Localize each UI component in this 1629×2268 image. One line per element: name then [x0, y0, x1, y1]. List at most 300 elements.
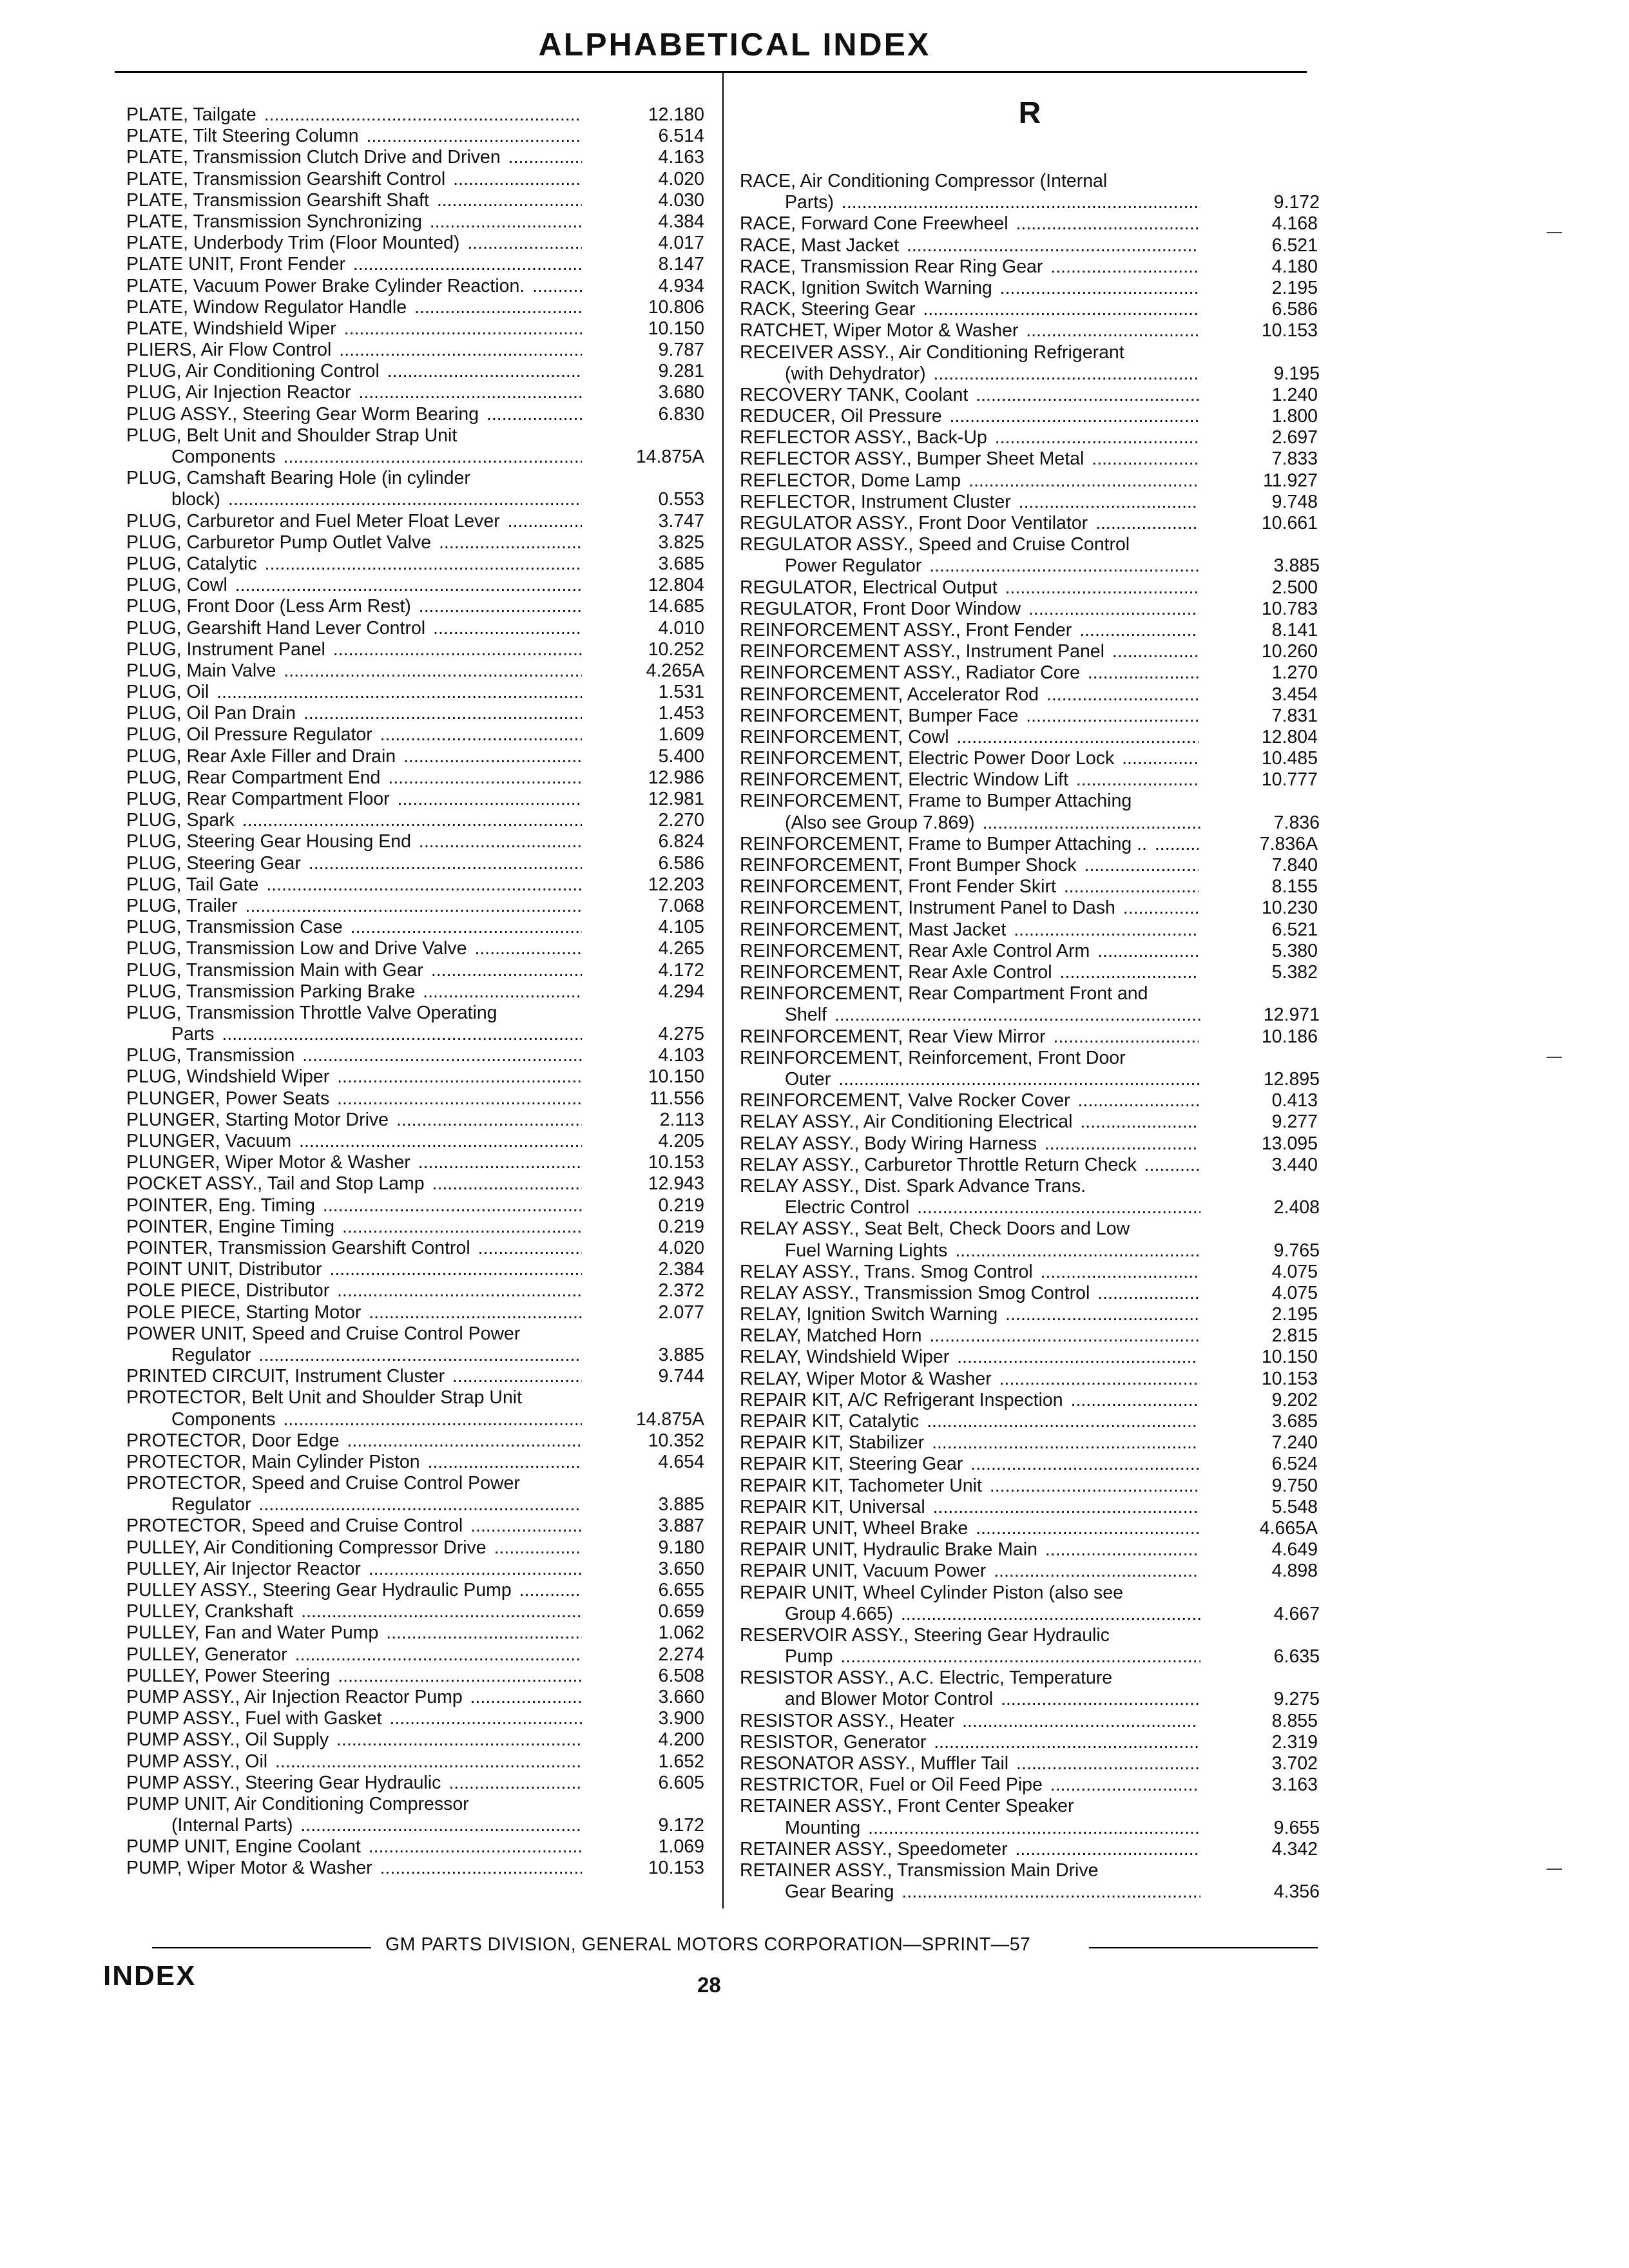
entry-label: PLUG, Air Injection Reactor: [126, 382, 354, 403]
index-entry: [740, 1218, 1320, 1261]
entry-page-number: 9.787: [658, 340, 704, 361]
entry-page-number: 10.806: [648, 296, 704, 318]
index-entry: [126, 297, 704, 318]
entry-page-number: 10.661: [1261, 513, 1318, 534]
entry-label: REPAIR KIT, Stabilizer: [740, 1432, 927, 1453]
entry-page-number: 7.836A: [1259, 833, 1318, 854]
entry-label: RATCHET, Wiper Motor & Washer: [740, 320, 1021, 341]
entry-label: REINFORCEMENT, Frame to Bumper Attaching ..: [740, 834, 1150, 854]
entry-page-number: 9.277: [1271, 1111, 1318, 1133]
entry-label: PLUG, Transmission Throttle Valve Operating: [126, 1002, 497, 1023]
section-label: INDEX: [103, 1960, 197, 1992]
footer-rule-left: [152, 1947, 371, 1948]
index-entry: [740, 256, 1320, 278]
index-entry: [740, 962, 1320, 983]
index-entry: [740, 1111, 1320, 1133]
index-entry: [126, 1088, 704, 1110]
index-entry: [740, 213, 1320, 235]
entry-label: RELAY, Wiper Motor & Washer: [740, 1369, 994, 1389]
index-entry: [740, 727, 1320, 748]
index-entry: [740, 1497, 1320, 1518]
index-entry: [126, 1580, 704, 1601]
entry-page-number: 6.521: [1271, 919, 1318, 940]
entry-label-continuation: Components: [171, 447, 278, 467]
entry-page-number: 4.103: [658, 1045, 704, 1066]
entry-label: REPAIR KIT, Tachometer Unit: [740, 1475, 985, 1496]
index-entry: [126, 618, 704, 639]
index-entry: [126, 1773, 704, 1794]
entry-page-number: 7.068: [658, 895, 704, 916]
entry-page-number: 9.744: [658, 1366, 704, 1387]
entry-label: PLUG, Tail Gate: [126, 874, 261, 895]
entry-label-continuation: Parts: [171, 1024, 217, 1044]
entry-page-number: 2.372: [658, 1280, 704, 1302]
entry-label: PLUG, Transmission Low and Drive Valve: [126, 938, 470, 959]
entry-page-number: 2.274: [658, 1644, 704, 1665]
entry-label: REINFORCEMENT, Mast Jacket: [740, 919, 1008, 940]
entry-label: PLUG, Camshaft Bearing Hole (in cylinder: [126, 468, 470, 489]
entry-label: RELAY ASSY., Air Conditioning Electrical: [740, 1111, 1075, 1132]
entry-page-number: 4.265: [658, 938, 704, 959]
entry-label: PLUG, Cowl: [126, 575, 230, 595]
entry-page-number: 9.172: [658, 1815, 704, 1836]
entry-label: PLUG, Oil: [126, 682, 211, 702]
entry-label: REINFORCEMENT, Electric Power Door Lock: [740, 748, 1117, 769]
index-entry: [740, 1582, 1320, 1625]
entry-label: PLUG, Belt Unit and Shoulder Strap Unit: [126, 425, 458, 446]
entry-label: RESTRICTOR, Fuel or Oil Feed Pipe: [740, 1774, 1045, 1795]
index-entry: [126, 1238, 704, 1259]
margin-mark: [1547, 232, 1562, 233]
entry-label: REGULATOR ASSY., Speed and Cruise Control: [740, 534, 1130, 555]
entry-page-number: 10.150: [648, 318, 704, 339]
entry-label: PLATE UNIT, Front Fender: [126, 254, 348, 274]
entry-page-number: 4.667: [1273, 1603, 1320, 1624]
entry-label: RELAY ASSY., Body Wiring Harness: [740, 1133, 1039, 1154]
entry-label: PLUNGER, Starting Motor Drive: [126, 1110, 391, 1130]
entry-page-number: 4.200: [658, 1729, 704, 1751]
entry-label: PROTECTOR, Belt Unit and Shoulder Strap Unit: [126, 1387, 523, 1408]
entry-label: REPAIR UNIT, Hydraulic Brake Main: [740, 1539, 1040, 1560]
entry-label: PLATE, Windshield Wiper: [126, 318, 339, 339]
entry-label: REINFORCEMENT, Rear Axle Control: [740, 962, 1055, 983]
entry-page-number: 5.548: [1271, 1496, 1318, 1517]
entry-page-number: 8.855: [1271, 1710, 1318, 1731]
entry-label: PULLEY, Air Injector Reactor: [126, 1559, 363, 1579]
entry-label: POCKET ASSY., Tail and Stop Lamp: [126, 1173, 427, 1194]
index-entry: [126, 874, 704, 896]
index-entry: [740, 1475, 1320, 1497]
entry-label: POWER UNIT, Speed and Cruise Control Power: [126, 1323, 521, 1344]
entry-page-number: 2.697: [1271, 427, 1318, 448]
entry-page-number: 14.685: [648, 596, 704, 617]
entry-label: REINFORCEMENT, Rear Axle Control Arm: [740, 941, 1092, 961]
index-entry: [740, 1155, 1320, 1176]
entry-page-number: 4.075: [1271, 1282, 1318, 1303]
entry-page-number: 4.342: [1271, 1838, 1318, 1860]
entry-page-number: 6.830: [658, 403, 704, 425]
index-entry: [126, 810, 704, 831]
index-entry: [126, 211, 704, 233]
index-entry: [740, 1133, 1320, 1155]
entry-label: PUMP ASSY., Oil Supply: [126, 1729, 331, 1750]
entry-label: RELAY ASSY., Transmission Smog Control: [740, 1283, 1092, 1303]
entry-label: REPAIR KIT, Universal: [740, 1497, 928, 1517]
entry-page-number: 10.230: [1261, 898, 1318, 919]
entry-label: PLUG, Transmission Parking Brake: [126, 981, 418, 1002]
entry-label: REGULATOR, Electrical Output: [740, 577, 1000, 598]
entry-page-number: 3.650: [658, 1558, 704, 1579]
entry-page-number: 4.163: [658, 147, 704, 168]
entry-label-continuation: Components: [171, 1409, 278, 1430]
entry-label: RESONATOR ASSY., Muffler Tail: [740, 1753, 1011, 1774]
entry-page-number: 8.147: [658, 254, 704, 275]
entry-label: REINFORCEMENT, Cowl: [740, 727, 952, 747]
index-entry: [740, 791, 1320, 833]
entry-label: PLUG, Oil Pan Drain: [126, 703, 298, 724]
margin-mark: [1547, 1869, 1562, 1870]
entry-page-number: 4.654: [658, 1451, 704, 1472]
entry-label: POINTER, Eng. Timing: [126, 1195, 318, 1216]
index-entry: [126, 1110, 704, 1131]
entry-label: RELAY ASSY., Trans. Smog Control: [740, 1262, 1036, 1282]
index-entry: [740, 834, 1320, 855]
entry-label: RESERVOIR ASSY., Steering Gear Hydraulic: [740, 1624, 1110, 1646]
entry-label: PUMP ASSY., Air Injection Reactor Pump: [126, 1687, 465, 1707]
entry-page-number: 5.382: [1271, 962, 1318, 983]
entry-label: PULLEY, Generator: [126, 1644, 290, 1665]
right-index-column: [740, 171, 1320, 1903]
index-entry: [126, 831, 704, 852]
index-entry: [740, 706, 1320, 727]
index-entry: [126, 1537, 704, 1559]
entry-page-number: 2.384: [658, 1259, 704, 1280]
index-entry: [126, 896, 704, 917]
entry-label: REPAIR KIT, Catalytic: [740, 1411, 921, 1432]
entry-page-number: 11.927: [1262, 470, 1318, 491]
index-entry: [740, 448, 1320, 470]
index-entry: [740, 427, 1320, 448]
entry-page-number: 10.150: [648, 1066, 704, 1088]
entry-page-number: 9.180: [658, 1537, 704, 1558]
entry-page-number: 4.934: [658, 275, 704, 296]
entry-page-number: 4.020: [658, 1237, 704, 1258]
entry-page-number: 8.141: [1271, 619, 1318, 640]
entry-page-number: 9.281: [658, 361, 704, 382]
entry-page-number: 12.203: [648, 874, 704, 895]
entry-label: PLATE, Transmission Gearshift Control: [126, 169, 448, 189]
entry-label: PLUG, Transmission Main with Gear: [126, 960, 426, 981]
entry-label: PLATE, Transmission Gearshift Shaft: [126, 190, 432, 211]
index-entry: [126, 340, 704, 361]
entry-page-number: 6.521: [1271, 235, 1318, 256]
entry-label-continuation: Shelf: [785, 1004, 829, 1025]
entry-label: REPAIR UNIT, Wheel Cylinder Piston (also see: [740, 1582, 1124, 1603]
entry-label: PULLEY ASSY., Steering Gear Hydraulic Pump: [126, 1580, 514, 1600]
index-entry: [740, 1732, 1320, 1753]
entry-label-continuation: Outer: [785, 1069, 833, 1090]
index-entry: [740, 599, 1320, 620]
entry-label: POLE PIECE, Distributor: [126, 1280, 332, 1301]
entry-label: PLUG, Windshield Wiper: [126, 1066, 332, 1087]
index-entry: [126, 382, 704, 403]
index-entry: [740, 1539, 1320, 1561]
entry-page-number: 3.885: [658, 1344, 704, 1365]
entry-label: PROTECTOR, Door Edge: [126, 1430, 342, 1451]
entry-label: REINFORCEMENT, Instrument Panel to Dash: [740, 898, 1118, 918]
entry-label: PLATE, Transmission Clutch Drive and Driven: [126, 147, 503, 168]
index-entry: [740, 1304, 1320, 1325]
index-entry: [740, 1325, 1320, 1347]
entry-label: RELAY ASSY., Seat Belt, Check Doors and Low: [740, 1218, 1130, 1240]
index-entry: [740, 1774, 1320, 1796]
entry-label: REGULATOR, Front Door Window: [740, 599, 1023, 619]
entry-label: REINFORCEMENT, Bumper Face: [740, 706, 1021, 726]
entry-page-number: 1.270: [1271, 662, 1318, 684]
entry-page-number: 9.275: [1273, 1689, 1320, 1710]
index-entry: [740, 1860, 1320, 1903]
index-entry: [126, 596, 704, 617]
entry-label-continuation: Regulator: [171, 1494, 254, 1515]
entry-label-continuation: Parts): [785, 192, 836, 213]
entry-page-number: 3.685: [1271, 1411, 1318, 1432]
entry-page-number: 3.163: [1271, 1774, 1318, 1796]
entry-label: PLUG, Rear Compartment End: [126, 767, 383, 788]
entry-page-number: 10.783: [1261, 598, 1318, 619]
entry-page-number: 2.195: [1271, 1304, 1318, 1325]
entry-label: PLUG ASSY., Steering Gear Worm Bearing: [126, 404, 481, 425]
entry-label: PLUNGER, Power Seats: [126, 1088, 332, 1109]
entry-label-continuation: Power Regulator: [785, 555, 924, 576]
entry-label: PLUG, Gearshift Hand Lever Control: [126, 618, 428, 639]
index-entry: [126, 1666, 704, 1687]
index-entry: [126, 511, 704, 532]
entry-page-number: 4.898: [1271, 1561, 1318, 1582]
entry-page-number: 9.202: [1271, 1389, 1318, 1410]
entry-label: RETAINER ASSY., Speedometer: [740, 1839, 1010, 1860]
index-entry: [126, 1515, 704, 1537]
index-entry: [126, 1794, 704, 1836]
entry-label: PLUG, Transmission Case: [126, 917, 345, 937]
column-divider: [722, 72, 724, 1908]
entry-page-number: 1.800: [1271, 406, 1318, 427]
entry-page-number: 10.153: [1261, 320, 1318, 341]
entry-label: PUMP UNIT, Air Conditioning Compressor: [126, 1793, 469, 1814]
entry-label: POINT UNIT, Distributor: [126, 1259, 325, 1280]
index-entry: [126, 1387, 704, 1430]
entry-label: PLATE, Window Regulator Handle: [126, 297, 409, 318]
index-entry: [740, 1411, 1320, 1432]
entry-page-number: 3.747: [658, 510, 704, 532]
entry-label: RELAY, Matched Horn: [740, 1325, 925, 1346]
entry-label-continuation: (Internal Parts): [171, 1815, 295, 1836]
entry-label: REINFORCEMENT, Front Fender Skirt: [740, 876, 1059, 897]
entry-page-number: 6.655: [658, 1580, 704, 1601]
index-entry: [740, 1625, 1320, 1667]
entry-label: REINFORCEMENT, Rear View Mirror: [740, 1026, 1048, 1047]
entry-label: REINFORCEMENT ASSY., Instrument Panel: [740, 641, 1107, 662]
entry-page-number: 12.180: [648, 104, 704, 125]
index-entry: [740, 898, 1320, 919]
entry-page-number: 3.454: [1271, 684, 1318, 705]
entry-label: PLUG, Steering Gear Housing End: [126, 831, 414, 852]
index-entry: [740, 684, 1320, 706]
entry-label: PROTECTOR, Main Cylinder Piston: [126, 1452, 423, 1472]
index-entry: [126, 1622, 704, 1644]
entry-label: REFLECTOR ASSY., Back-Up: [740, 427, 990, 448]
entry-page-number: 4.180: [1271, 256, 1318, 277]
entry-page-number: 3.440: [1271, 1154, 1318, 1175]
index-entry: [126, 1259, 704, 1280]
index-entry: [126, 1687, 704, 1708]
entry-page-number: 11.556: [649, 1088, 704, 1109]
entry-label-continuation: (Also see Group 7.869): [785, 812, 978, 833]
entry-label: PROTECTOR, Speed and Cruise Control Power: [126, 1473, 520, 1494]
index-entry: [126, 853, 704, 874]
index-entry: [126, 1323, 704, 1366]
entry-page-number: 1.652: [658, 1751, 704, 1772]
entry-page-number: 6.586: [658, 852, 704, 874]
index-entry: [126, 1003, 704, 1045]
entry-label-continuation: Electric Control: [785, 1197, 912, 1218]
entry-page-number: 3.825: [658, 532, 704, 553]
entry-label: REPAIR KIT, Steering Gear: [740, 1454, 965, 1474]
index-entry: [740, 769, 1320, 791]
entry-label-continuation: Group 4.665): [785, 1604, 896, 1624]
index-entry: [126, 938, 704, 959]
index-entry: [740, 320, 1320, 341]
entry-label: RECEIVER ASSY., Air Conditioning Refrigerant: [740, 341, 1124, 363]
entry-label: REINFORCEMENT ASSY., Front Fender: [740, 620, 1074, 640]
entry-page-number: 4.020: [658, 168, 704, 189]
entry-page-number: 10.485: [1261, 748, 1318, 769]
entry-label: PRINTED CIRCUIT, Instrument Cluster: [126, 1366, 447, 1387]
entry-label: REDUCER, Oil Pressure: [740, 406, 945, 427]
entry-label-continuation: and Blower Motor Control: [785, 1689, 996, 1709]
footer-publisher: GM PARTS DIVISION, GENERAL MOTORS CORPORATION—SPRINT—57: [385, 1934, 1031, 1955]
entry-page-number: 4.356: [1273, 1881, 1320, 1903]
index-entry: [126, 724, 704, 745]
entry-page-number: 10.186: [1261, 1026, 1318, 1047]
entry-label: PLIERS, Air Flow Control: [126, 340, 334, 360]
index-entry: [740, 1176, 1320, 1218]
index-entry: [126, 1366, 704, 1387]
index-entry: [126, 147, 704, 168]
entry-page-number: 2.500: [1271, 577, 1318, 598]
index-entry: [740, 919, 1320, 941]
index-entry: [740, 1667, 1320, 1710]
entry-page-number: 3.685: [658, 553, 704, 574]
index-entry: [126, 1131, 704, 1152]
entry-label: RACE, Forward Cone Freewheel: [740, 213, 1011, 234]
index-entry: [126, 468, 704, 510]
entry-label-continuation: Regulator: [171, 1345, 254, 1365]
entry-page-number: 4.172: [658, 959, 704, 981]
index-entry: [126, 767, 704, 789]
entry-page-number: 7.831: [1271, 705, 1318, 726]
entry-label: PUMP UNIT, Engine Coolant: [126, 1836, 363, 1857]
entry-label: PLUG, Main Valve: [126, 660, 278, 681]
index-entry: [126, 960, 704, 981]
index-entry: [740, 1432, 1320, 1454]
entry-page-number: 12.981: [648, 789, 704, 810]
index-entry: [740, 1262, 1320, 1283]
entry-page-number: 4.205: [658, 1131, 704, 1152]
entry-label: PLATE, Underbody Trim (Floor Mounted): [126, 233, 462, 253]
index-entry: [126, 532, 704, 553]
entry-label: REINFORCEMENT, Front Bumper Shock: [740, 855, 1079, 876]
entry-label: RELAY ASSY., Carburetor Throttle Return Check: [740, 1155, 1139, 1175]
entry-page-number: 7.833: [1271, 448, 1318, 470]
header-rule: [115, 71, 1307, 73]
entry-label: PLATE, Vacuum Power Brake Cylinder Reaction.: [126, 276, 527, 296]
entry-page-number: 2.408: [1273, 1197, 1320, 1218]
index-entry: [740, 492, 1320, 513]
entry-page-number: 1.531: [658, 682, 704, 703]
index-entry: [126, 746, 704, 767]
entry-label: RELAY, Windshield Wiper: [740, 1347, 952, 1367]
entry-page-number: 2.319: [1271, 1731, 1318, 1753]
index-entry: [126, 1858, 704, 1879]
entry-label: RACK, Steering Gear: [740, 299, 918, 320]
index-entry: [740, 1390, 1320, 1411]
entry-page-number: 4.105: [658, 917, 704, 938]
margin-mark: [1547, 1057, 1562, 1058]
entry-label: PLUG, Instrument Panel: [126, 639, 328, 660]
entry-label: RACE, Air Conditioning Compressor (Internal: [740, 171, 1108, 191]
entry-page-number: 4.294: [658, 981, 704, 1002]
index-entry: [126, 1729, 704, 1751]
index-entry: [126, 917, 704, 938]
entry-label: RESISTOR ASSY., A.C. Electric, Temperature: [740, 1667, 1113, 1689]
entry-page-number: 12.804: [648, 575, 704, 596]
index-entry: [126, 1708, 704, 1729]
page-title: ALPHABETICAL INDEX: [538, 26, 931, 62]
entry-page-number: 1.453: [658, 703, 704, 724]
entry-page-number: 5.400: [658, 745, 704, 767]
index-entry: [126, 660, 704, 682]
entry-page-number: 1.069: [658, 1836, 704, 1858]
entry-page-number: 4.010: [658, 617, 704, 639]
entry-label: RELAY ASSY., Dist. Spark Advance Trans.: [740, 1175, 1086, 1196]
index-entry: [740, 1796, 1320, 1838]
index-entry: [126, 981, 704, 1003]
entry-page-number: 8.155: [1271, 876, 1318, 898]
entry-label: PLUG, Carburetor and Fuel Meter Float Lever: [126, 511, 503, 532]
entry-page-number: 0.659: [658, 1601, 704, 1622]
entry-page-number: 1.062: [658, 1622, 704, 1644]
entry-page-number: 6.635: [1273, 1646, 1320, 1667]
entry-label: PULLEY, Fan and Water Pump: [126, 1622, 381, 1643]
entry-page-number: 6.508: [658, 1665, 704, 1686]
index-entry: [740, 983, 1320, 1026]
entry-page-number: 6.524: [1271, 1454, 1318, 1475]
entry-page-number: 7.240: [1271, 1432, 1318, 1454]
index-entry: [740, 299, 1320, 320]
entry-page-number: 4.017: [658, 233, 704, 254]
index-entry: [126, 1302, 704, 1323]
index-entry: [126, 789, 704, 810]
index-entry: [126, 104, 704, 126]
entry-page-number: 3.885: [1273, 555, 1320, 577]
index-entry: [740, 406, 1320, 427]
entry-page-number: 0.553: [658, 489, 704, 510]
index-entry: [740, 1283, 1320, 1304]
entry-label: PLUG, Catalytic: [126, 553, 260, 574]
entry-label-continuation: block): [171, 489, 223, 510]
entry-page-number: 4.030: [658, 189, 704, 211]
entry-page-number: 13.095: [1261, 1133, 1318, 1154]
